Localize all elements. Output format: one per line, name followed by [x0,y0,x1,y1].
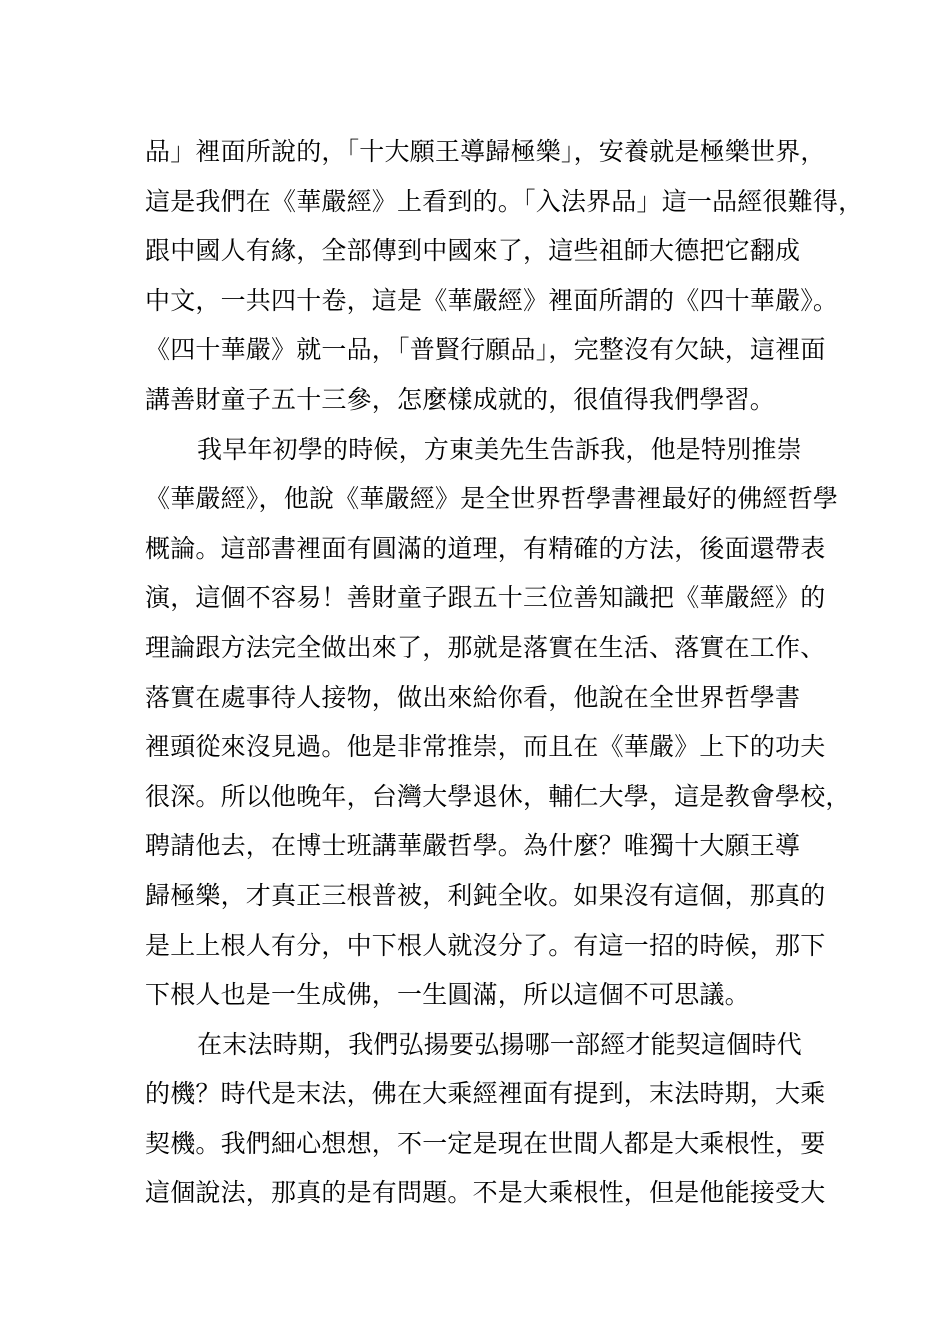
text-line: 概論。這部書裡面有圓滿的道理，有精確的方法，後面還帶表 [145,533,826,563]
text-line: 跟中國人有緣，全部傳到中國來了，這些祖師大德把它翻成 [145,236,801,266]
paragraph-first-line: 我早年初學的時候，方東美先生告訴我，他是特別推崇 [197,434,802,464]
text-line: 很深。所以他晚年，台灣大學退休，輔仁大學，這是教會學校， [145,781,851,811]
text-line: 下根人也是一生成佛，一生圓滿，所以這個不可思議。 [145,980,750,1010]
text-line: 演，這個不容易！善財童子跟五十三位善知識把《華嚴經》的 [145,583,826,613]
text-line: 中文，一共四十卷，這是《華嚴經》裡面所謂的《四十華嚴》。 [145,285,839,315]
text-line: 《華嚴經》，他說《華嚴經》是全世界哲學書裡最好的佛經哲學 [145,484,839,514]
text-line: 落實在處事待人接物，做出來給你看，他說在全世界哲學書 [145,682,801,712]
text-line: 的機？時代是末法，佛在大乘經裡面有提到，末法時期，大乘 [145,1079,826,1109]
body-text [145,127,864,1218]
text-line: 歸極樂，才真正三根普被，利鈍全收。如果沒有這個，那真的 [145,880,826,910]
text-line: 聘請他去，在博士班講華嚴哲學。為什麼？唯獨十大願王導 [145,831,801,861]
text-line: 裡頭從來沒見過。他是非常推崇，而且在《華嚴》上下的功夫 [145,732,826,762]
text-line: 講善財童子五十三參，怎麼樣成就的，很值得我們學習。 [145,384,776,414]
paragraph-first-line: 在末法時期，我們弘揚要弘揚哪一部經才能契這個時代 [197,1029,802,1059]
text-line: 《四十華嚴》就一品，「普賢行願品」，完整沒有欠缺，這裡面 [145,335,826,365]
text-line: 理論跟方法完全做出來了，那就是落實在生活、落實在工作、 [145,632,826,662]
text-line: 品」裡面所說的，「十大願王導歸極樂」，安養就是極樂世界， [145,137,826,166]
text-line: 契機。我們細心想想，不一定是現在世間人都是大乘根性，要 [145,1128,826,1158]
text-line: 這是我們在《華嚴經》上看到的。「入法界品」這一品經很難得， [145,186,864,216]
text-line: 是上上根人有分，中下根人就沒分了。有這一招的時候，那下 [145,930,826,960]
text-line: 這個說法，那真的是有問題。不是大乘根性，但是他能接受大 [145,1178,826,1208]
